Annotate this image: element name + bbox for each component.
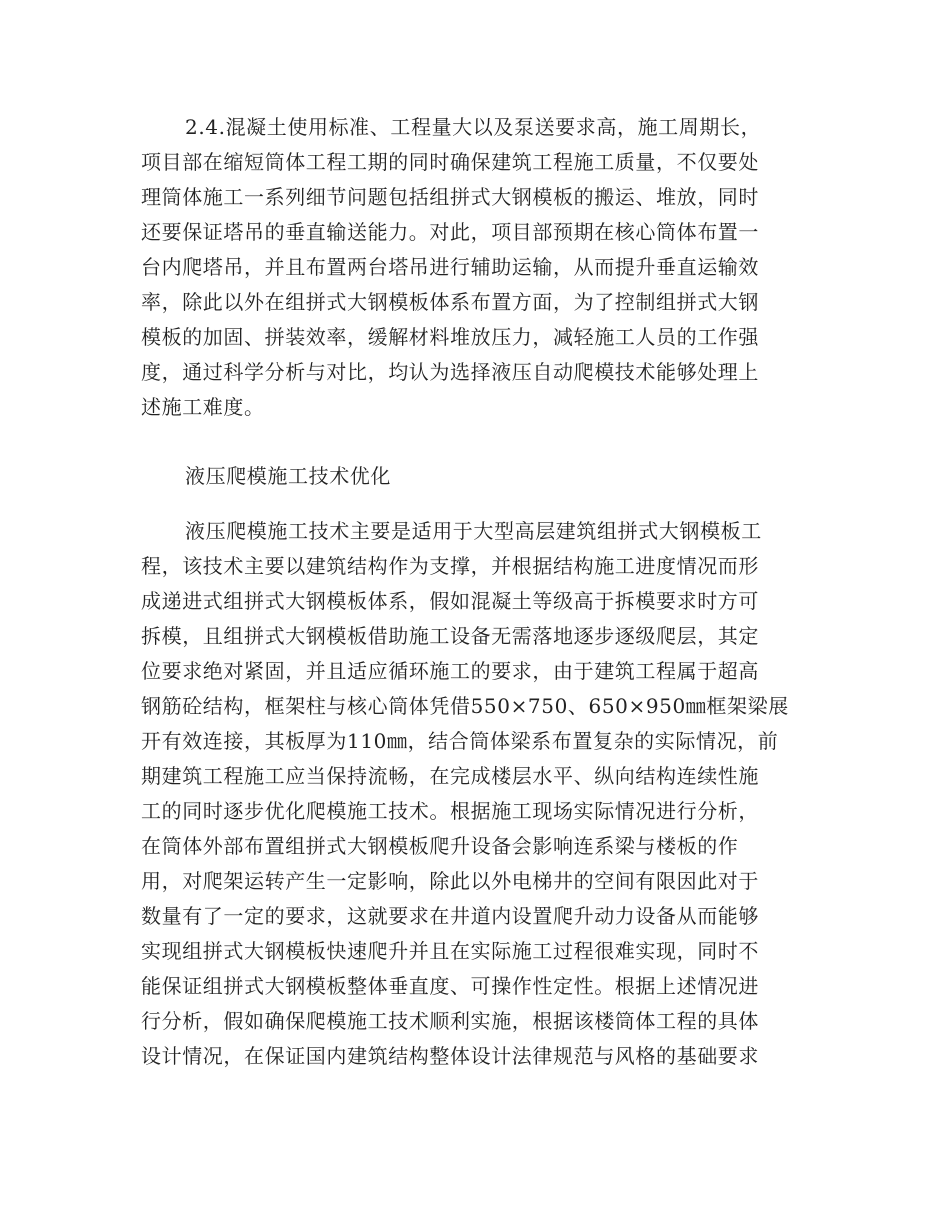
text-line: 理筒体施工一系列细节问题包括组拼式大钢模板的搬运、堆放，同时 (141, 185, 759, 209)
text-line: 台内爬塔吊，并且布置两台塔吊进行辅助运输，从而提升垂直运输效 (141, 255, 759, 279)
text-line: 拆模，且组拼式大钢模板借助施工设备无需落地逐步逐级爬层，其定 (141, 624, 759, 648)
section-heading (141, 459, 809, 494)
text-line: 液压爬模施工技术主要是适用于大型高层建筑组拼式大钢模板工 (185, 519, 762, 543)
text-line: 项目部在缩短筒体工程工期的同时确保建筑工程施工质量，不仅要处 (141, 150, 759, 174)
text-line: 度，通过科学分析与对比，均认为选择液压自动爬模技术能够处理上 (141, 360, 759, 384)
paragraph-hydraulic-climbing-formwork (141, 514, 809, 1074)
text-line: 能保证组拼式大钢模板整体垂直度、可操作性定性。根据上述情况进 (141, 974, 759, 998)
text-line: 期建筑工程施工应当保持流畅，在完成楼层水平、纵向结构连续性施 (141, 764, 759, 788)
text-line: 数量有了一定的要求，这就要求在井道内设置爬升动力设备从而能够 (141, 904, 759, 928)
text-line: 述施工难度。 (141, 395, 265, 419)
text-line: 2.4.混凝土使用标准、工程量大以及泵送要求高，施工周期长， (185, 115, 762, 139)
text-line: 位要求绝对紧固，并且适应循环施工的要求，由于建筑工程属于超高 (141, 659, 759, 683)
section-heading-text: 液压爬模施工技术优化 (185, 464, 391, 488)
text-line: 率，除此以外在组拼式大钢模板体系布置方面，为了控制组拼式大钢 (141, 290, 759, 314)
text-line: 行分析，假如确保爬模施工技术顺利实施，根据该楼筒体工程的具体 (141, 1009, 759, 1033)
text-line: 模板的加固、拼装效率，缓解材料堆放压力，减轻施工人员的工作强 (141, 325, 759, 349)
paragraph-concrete-requirements (141, 110, 809, 425)
text-line: 还要保证塔吊的垂直输送能力。对此，项目部预期在核心筒体布置一 (141, 220, 759, 244)
text-line: 钢筋砼结构，框架柱与核心筒体凭借550×750、650×950㎜框架梁展 (141, 694, 789, 718)
text-line: 开有效连接，其板厚为110㎜，结合筒体梁系布置复杂的实际情况，前 (141, 729, 779, 753)
text-line: 程，该技术主要以建筑结构作为支撑，并根据结构施工进度情况而形 (141, 554, 759, 578)
text-line: 成递进式组拼式大钢模板体系，假如混凝土等级高于拆模要求时方可 (141, 589, 759, 613)
text-line: 设计情况，在保证国内建筑结构整体设计法律规范与风格的基础要求 (141, 1044, 759, 1068)
text-line: 工的同时逐步优化爬模施工技术。根据施工现场实际情况进行分析， (141, 799, 759, 823)
text-line: 用，对爬架运转产生一定影响，除此以外电梯井的空间有限因此对于 (141, 869, 759, 893)
text-line: 实现组拼式大钢模板快速爬升并且在实际施工过程很难实现，同时不 (141, 939, 759, 963)
text-line: 在筒体外部布置组拼式大钢模板爬升设备会影响连系梁与楼板的作 (141, 834, 739, 858)
